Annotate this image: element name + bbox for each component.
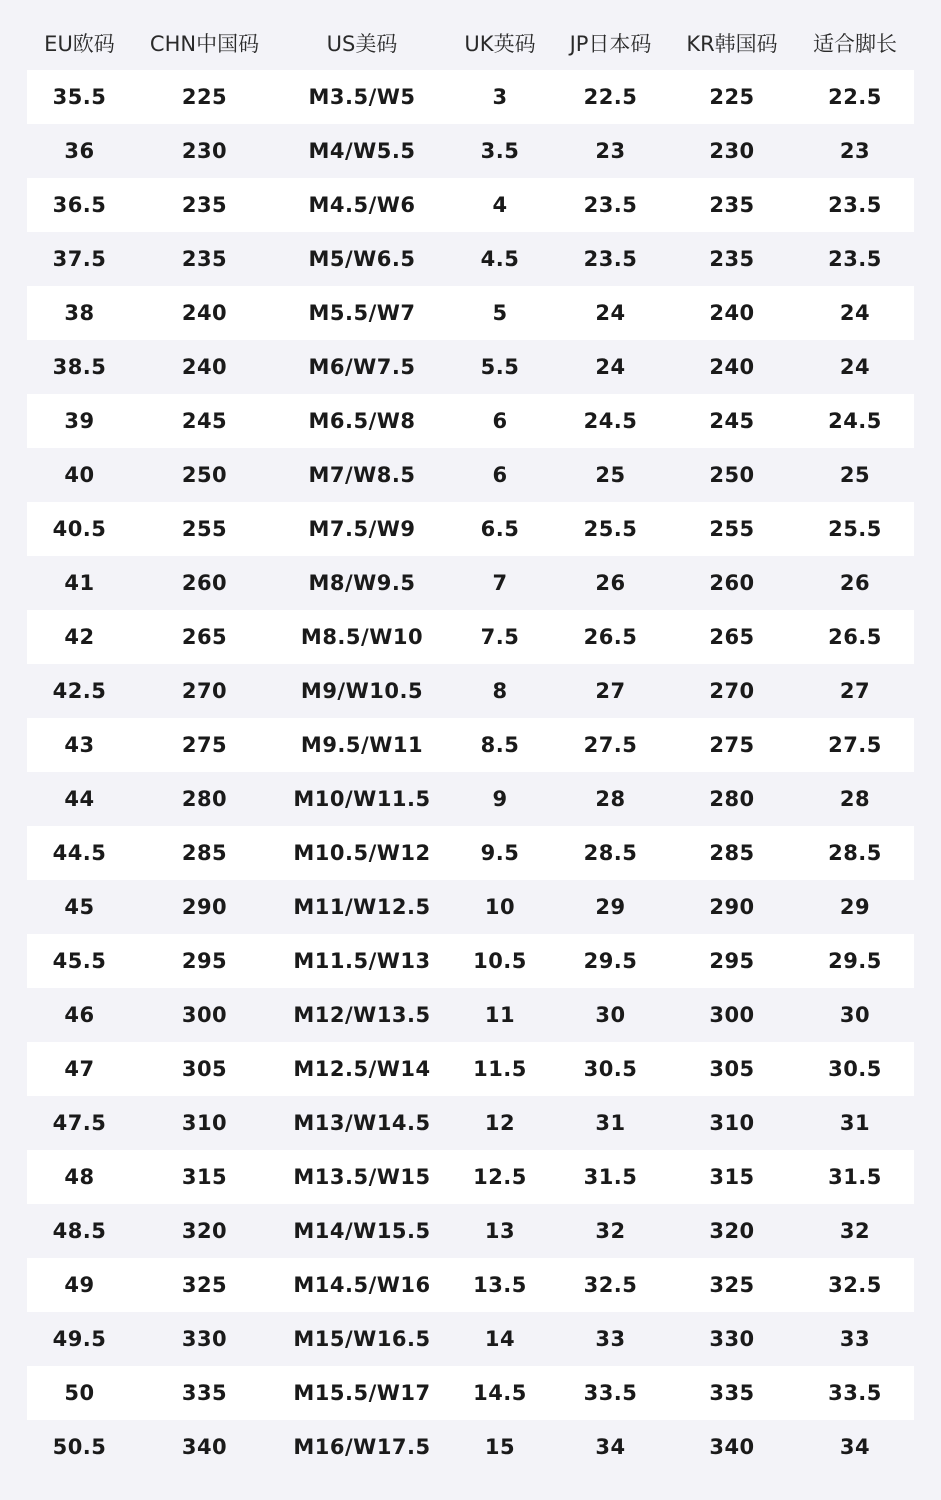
cell-chn: 325 xyxy=(132,1258,277,1312)
header-kr: KR韩国码 xyxy=(686,32,778,56)
cell-us: M9.5/W11 xyxy=(277,718,447,772)
cell-eu: 49 xyxy=(27,1258,132,1312)
cell-jp: 32 xyxy=(595,1219,626,1243)
cell-jp: 33.5 xyxy=(553,1366,668,1420)
table-row xyxy=(27,1204,914,1258)
cell-jp: 32.5 xyxy=(553,1258,668,1312)
cell-us: M14.5/W16 xyxy=(277,1258,447,1312)
cell-chn: 320 xyxy=(181,1219,228,1243)
cell-uk: 12 xyxy=(484,1111,516,1135)
cell-jp: 28.5 xyxy=(553,826,668,880)
cell-foot-length: 24 xyxy=(839,355,871,379)
cell-uk: 9 xyxy=(492,787,508,811)
table-row xyxy=(27,1150,914,1204)
cell-jp: 26.5 xyxy=(553,610,668,664)
cell-us: M12.5/W14 xyxy=(277,1042,447,1096)
header-eu: EU欧码 xyxy=(44,32,115,56)
cell-kr: 225 xyxy=(668,70,796,124)
cell-foot-length: 31 xyxy=(839,1111,871,1135)
cell-eu: 38.5 xyxy=(52,355,107,379)
header-row xyxy=(27,16,914,70)
cell-jp: 27.5 xyxy=(553,718,668,772)
cell-eu: 44 xyxy=(64,787,95,811)
cell-chn: 250 xyxy=(181,463,228,487)
cell-uk: 11.5 xyxy=(447,1042,553,1096)
cell-chn: 265 xyxy=(132,610,277,664)
cell-foot-length: 24 xyxy=(796,286,914,340)
cell-kr: 330 xyxy=(709,1327,755,1351)
cell-us: M3.5/W5 xyxy=(277,70,447,124)
cell-chn: 260 xyxy=(181,571,228,595)
cell-foot-length: 31.5 xyxy=(796,1150,914,1204)
cell-us: M6.5/W8 xyxy=(277,394,447,448)
cell-us: M5/W6.5 xyxy=(308,247,416,271)
cell-eu: 45 xyxy=(64,895,95,919)
cell-eu: 42.5 xyxy=(52,679,107,703)
cell-us: M13.5/W15 xyxy=(277,1150,447,1204)
cell-eu: 40.5 xyxy=(27,502,132,556)
cell-eu: 38 xyxy=(27,286,132,340)
cell-chn: 235 xyxy=(132,178,277,232)
cell-eu: 48 xyxy=(27,1150,132,1204)
cell-kr: 280 xyxy=(709,787,755,811)
cell-foot-length: 29 xyxy=(839,895,871,919)
cell-kr: 275 xyxy=(668,718,796,772)
cell-uk: 12.5 xyxy=(447,1150,553,1204)
cell-uk: 6 xyxy=(492,463,508,487)
cell-uk: 11 xyxy=(484,1003,516,1027)
table-row xyxy=(27,1042,914,1096)
cell-chn: 280 xyxy=(181,787,228,811)
cell-kr: 315 xyxy=(668,1150,796,1204)
cell-jp: 27 xyxy=(595,679,626,703)
table-row xyxy=(27,664,914,718)
table-row xyxy=(27,826,914,880)
cell-foot-length: 32 xyxy=(839,1219,871,1243)
cell-chn: 290 xyxy=(181,895,228,919)
cell-us: M4.5/W6 xyxy=(277,178,447,232)
cell-chn: 230 xyxy=(181,139,228,163)
cell-uk: 3.5 xyxy=(480,139,520,163)
cell-us: M15/W16.5 xyxy=(293,1327,431,1351)
cell-chn: 340 xyxy=(181,1435,228,1459)
header-jp: JP日本码 xyxy=(569,32,652,56)
cell-eu: 42 xyxy=(27,610,132,664)
cell-jp: 24 xyxy=(595,355,626,379)
cell-chn: 310 xyxy=(181,1111,228,1135)
cell-uk: 6.5 xyxy=(447,502,553,556)
cell-us: M8/W9.5 xyxy=(308,571,416,595)
cell-foot-length: 29.5 xyxy=(796,934,914,988)
cell-us: M6/W7.5 xyxy=(308,355,416,379)
cell-kr: 235 xyxy=(709,247,755,271)
cell-jp: 22.5 xyxy=(553,70,668,124)
cell-kr: 240 xyxy=(709,355,755,379)
cell-jp: 30.5 xyxy=(553,1042,668,1096)
cell-uk: 4 xyxy=(447,178,553,232)
cell-kr: 325 xyxy=(668,1258,796,1312)
cell-eu: 44.5 xyxy=(27,826,132,880)
cell-foot-length: 27 xyxy=(839,679,871,703)
cell-jp: 31 xyxy=(595,1111,626,1135)
cell-eu: 39 xyxy=(27,394,132,448)
table-row xyxy=(27,502,914,556)
table-row xyxy=(27,1420,914,1474)
cell-eu: 47.5 xyxy=(52,1111,107,1135)
table-row xyxy=(27,70,914,124)
cell-us: M5.5/W7 xyxy=(277,286,447,340)
cell-jp: 29.5 xyxy=(553,934,668,988)
size-chart-table xyxy=(27,16,914,1474)
cell-jp: 23 xyxy=(595,139,626,163)
table-row xyxy=(27,124,914,178)
cell-kr: 285 xyxy=(668,826,796,880)
cell-foot-length: 24.5 xyxy=(796,394,914,448)
cell-jp: 24.5 xyxy=(553,394,668,448)
cell-us: M12/W13.5 xyxy=(293,1003,431,1027)
cell-jp: 25 xyxy=(595,463,626,487)
cell-eu: 45.5 xyxy=(27,934,132,988)
cell-kr: 320 xyxy=(709,1219,755,1243)
cell-foot-length: 22.5 xyxy=(796,70,914,124)
cell-foot-length: 32.5 xyxy=(796,1258,914,1312)
cell-jp: 33 xyxy=(595,1327,626,1351)
cell-eu: 46 xyxy=(64,1003,95,1027)
cell-uk: 3 xyxy=(447,70,553,124)
cell-jp: 28 xyxy=(595,787,626,811)
table-row xyxy=(27,934,914,988)
cell-uk: 13.5 xyxy=(447,1258,553,1312)
cell-chn: 255 xyxy=(132,502,277,556)
table-row xyxy=(27,394,914,448)
cell-chn: 315 xyxy=(132,1150,277,1204)
cell-uk: 5 xyxy=(447,286,553,340)
cell-chn: 300 xyxy=(181,1003,228,1027)
table-row xyxy=(27,610,914,664)
cell-foot-length: 27.5 xyxy=(796,718,914,772)
cell-eu: 40 xyxy=(64,463,95,487)
cell-foot-length: 25.5 xyxy=(796,502,914,556)
cell-chn: 305 xyxy=(132,1042,277,1096)
cell-uk: 10 xyxy=(484,895,516,919)
cell-uk: 8.5 xyxy=(447,718,553,772)
cell-foot-length: 33 xyxy=(839,1327,871,1351)
cell-foot-length: 30.5 xyxy=(796,1042,914,1096)
cell-chn: 235 xyxy=(181,247,228,271)
table-row xyxy=(27,1096,914,1150)
size-chart-body xyxy=(27,70,914,1474)
cell-uk: 13 xyxy=(484,1219,516,1243)
cell-kr: 250 xyxy=(709,463,755,487)
cell-chn: 225 xyxy=(132,70,277,124)
cell-kr: 265 xyxy=(668,610,796,664)
cell-chn: 335 xyxy=(132,1366,277,1420)
cell-jp: 23.5 xyxy=(583,247,638,271)
cell-chn: 275 xyxy=(132,718,277,772)
cell-kr: 255 xyxy=(668,502,796,556)
cell-jp: 23.5 xyxy=(553,178,668,232)
header-foot-length: 适合脚长 xyxy=(813,32,897,56)
table-row xyxy=(27,556,914,610)
cell-jp: 29 xyxy=(595,895,626,919)
cell-us: M14/W15.5 xyxy=(293,1219,431,1243)
cell-kr: 245 xyxy=(668,394,796,448)
cell-us: M13/W14.5 xyxy=(293,1111,431,1135)
header-chn: CHN中国码 xyxy=(149,32,260,56)
cell-us: M11/W12.5 xyxy=(293,895,431,919)
table-row xyxy=(27,718,914,772)
table-row xyxy=(27,232,914,286)
cell-kr: 305 xyxy=(668,1042,796,1096)
cell-eu: 43 xyxy=(27,718,132,772)
cell-eu: 50 xyxy=(27,1366,132,1420)
cell-foot-length: 23.5 xyxy=(828,247,882,271)
cell-kr: 260 xyxy=(709,571,755,595)
table-row xyxy=(27,1258,914,1312)
cell-jp: 24 xyxy=(553,286,668,340)
header-uk: UK英码 xyxy=(464,32,536,56)
cell-chn: 240 xyxy=(132,286,277,340)
cell-chn: 240 xyxy=(181,355,228,379)
size-chart-header xyxy=(27,16,914,70)
cell-uk: 9.5 xyxy=(447,826,553,880)
cell-jp: 26 xyxy=(595,571,626,595)
cell-us: M7.5/W9 xyxy=(277,502,447,556)
cell-chn: 295 xyxy=(132,934,277,988)
cell-foot-length: 28 xyxy=(839,787,871,811)
cell-kr: 230 xyxy=(709,139,755,163)
cell-jp: 30 xyxy=(595,1003,626,1027)
cell-uk: 14.5 xyxy=(447,1366,553,1420)
cell-kr: 235 xyxy=(668,178,796,232)
cell-uk: 8 xyxy=(492,679,508,703)
cell-us: M8.5/W10 xyxy=(277,610,447,664)
table-row xyxy=(27,448,914,502)
cell-eu: 35.5 xyxy=(27,70,132,124)
cell-foot-length: 23 xyxy=(839,139,871,163)
table-row xyxy=(27,988,914,1042)
cell-eu: 36.5 xyxy=(27,178,132,232)
header-us: US美码 xyxy=(326,32,398,56)
table-row xyxy=(27,880,914,934)
cell-foot-length: 26.5 xyxy=(796,610,914,664)
cell-jp: 31.5 xyxy=(553,1150,668,1204)
cell-us: M16/W17.5 xyxy=(293,1435,431,1459)
cell-us: M15.5/W17 xyxy=(277,1366,447,1420)
cell-us: M10/W11.5 xyxy=(293,787,431,811)
cell-uk: 10.5 xyxy=(447,934,553,988)
cell-eu: 50.5 xyxy=(52,1435,107,1459)
cell-foot-length: 34 xyxy=(839,1435,871,1459)
cell-uk: 7 xyxy=(492,571,508,595)
table-row xyxy=(27,772,914,826)
cell-chn: 285 xyxy=(132,826,277,880)
cell-chn: 270 xyxy=(181,679,228,703)
cell-uk: 15 xyxy=(484,1435,516,1459)
cell-kr: 310 xyxy=(709,1111,755,1135)
cell-uk: 4.5 xyxy=(480,247,520,271)
cell-kr: 335 xyxy=(668,1366,796,1420)
cell-uk: 14 xyxy=(484,1327,516,1351)
cell-eu: 36 xyxy=(64,139,95,163)
table-row xyxy=(27,286,914,340)
cell-kr: 240 xyxy=(668,286,796,340)
table-row xyxy=(27,178,914,232)
cell-uk: 7.5 xyxy=(447,610,553,664)
cell-foot-length: 28.5 xyxy=(796,826,914,880)
cell-uk: 6 xyxy=(447,394,553,448)
cell-eu: 41 xyxy=(64,571,95,595)
cell-us: M11.5/W13 xyxy=(277,934,447,988)
cell-eu: 49.5 xyxy=(52,1327,107,1351)
cell-jp: 25.5 xyxy=(553,502,668,556)
cell-us: M4/W5.5 xyxy=(308,139,416,163)
cell-kr: 290 xyxy=(709,895,755,919)
cell-foot-length: 26 xyxy=(839,571,871,595)
cell-us: M7/W8.5 xyxy=(308,463,416,487)
cell-jp: 34 xyxy=(595,1435,626,1459)
table-row xyxy=(27,1366,914,1420)
cell-kr: 340 xyxy=(709,1435,755,1459)
cell-foot-length: 30 xyxy=(839,1003,871,1027)
cell-uk: 5.5 xyxy=(480,355,520,379)
table-row xyxy=(27,1312,914,1366)
table-row xyxy=(27,340,914,394)
cell-chn: 330 xyxy=(181,1327,228,1351)
cell-foot-length: 25 xyxy=(839,463,871,487)
cell-kr: 300 xyxy=(709,1003,755,1027)
cell-eu: 48.5 xyxy=(52,1219,107,1243)
cell-chn: 245 xyxy=(132,394,277,448)
cell-kr: 295 xyxy=(668,934,796,988)
cell-kr: 270 xyxy=(709,679,755,703)
cell-us: M10.5/W12 xyxy=(277,826,447,880)
cell-foot-length: 23.5 xyxy=(796,178,914,232)
cell-foot-length: 33.5 xyxy=(796,1366,914,1420)
cell-eu: 37.5 xyxy=(52,247,107,271)
cell-us: M9/W10.5 xyxy=(300,679,424,703)
cell-eu: 47 xyxy=(27,1042,132,1096)
